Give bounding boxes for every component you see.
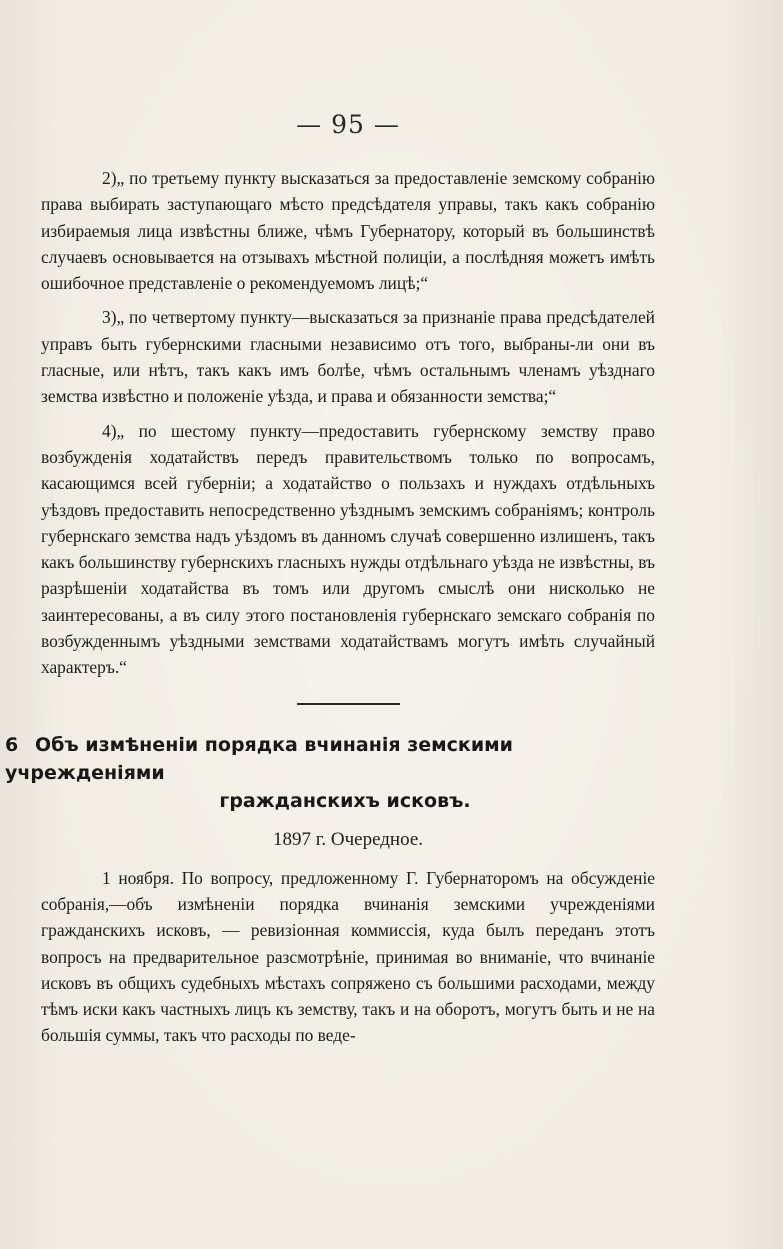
section-number: 6 bbox=[5, 733, 19, 756]
section-divider bbox=[297, 703, 400, 705]
section-heading bbox=[5, 731, 655, 815]
paragraph-point-2: 2)„ по третьему пункту высказаться за предоставленіе земскому собранію права выбирать заступающаго мѣсто предсѣдателя управы, такъ какъ собранію избираемыя лица извѣстны ближе, чѣмъ Губернатору, который въ большинствѣ случаевъ основывается на отзывахъ мѣстной полиціи, а послѣдняя можетъ имѣть ошибочное представленіе о рекомендуемомъ лицѣ;“ bbox=[41, 168, 655, 294]
paragraph-point-4: 4)„ по шестому пункту—предоставить губернскому земству право возбужденія ходатайствъ передъ правительствомъ только по вопросамъ, касающимся всей губерніи; а ходатайство о пользахъ и нуждахъ отдѣльныхъ уѣздовъ предоставить непосредственно уѣзднымъ земскимъ собраніямъ; контроль губернскаго земства надъ уѣздомъ въ данномъ случаѣ совершенно излишенъ, такъ какъ большинству губернскихъ гласныхъ нужды отдѣльнаго уѣзда не извѣстны, въ разрѣшеніи ходатайства въ томъ или другомъ смыслѣ они нисколько не заинтересованы, а въ силу этого постановленія губернскаго земскаго собранія по возбужденнымъ уѣздными земствами ходатайствамъ могутъ имѣть случайный характеръ.“ bbox=[41, 420, 655, 678]
section-title-line1: Объ измѣненіи порядка вчинанія земскими учрежденіями bbox=[5, 733, 513, 784]
text-column bbox=[5, 110, 655, 1049]
session-year-line: 1897 г. Очередное. bbox=[272, 828, 424, 850]
page-number: — 95 — bbox=[296, 110, 400, 139]
section-body-paragraph: 1 ноября. По вопросу, предложенному Г. Губернаторомъ на обсужденіе собранія,—объ измѣненіи порядка вчинанія земскими учрежденіями гражданскихъ исковъ, — ревизіонная коммиссія, куда былъ переданъ этотъ вопросъ на предварительное разсмотрѣніе, принимая во вниманіе, что вчинаніе исковъ въ общихъ судебныхъ мѣстахъ сопряжено съ большими расходами, между тѣмъ иски какъ частныхъ лицъ къ земству, такъ и на оборотъ, могутъ быть и не на большія суммы, такъ что расходы по веде- bbox=[41, 867, 655, 1046]
section-title-line2: гражданскихъ исковъ. bbox=[219, 789, 471, 812]
paragraph-point-3: 3)„ по четвертому пункту—высказаться за признаніе права предсѣдателей управъ быть губернскими гласными независимо отъ того, выбраны-ли они въ гласные, или нѣтъ, такъ какъ имъ болѣе, чѣмъ остальнымъ членамъ уѣзднаго земства извѣстно и положеніе уѣзда, и права и обязанности земства;“ bbox=[41, 307, 655, 407]
